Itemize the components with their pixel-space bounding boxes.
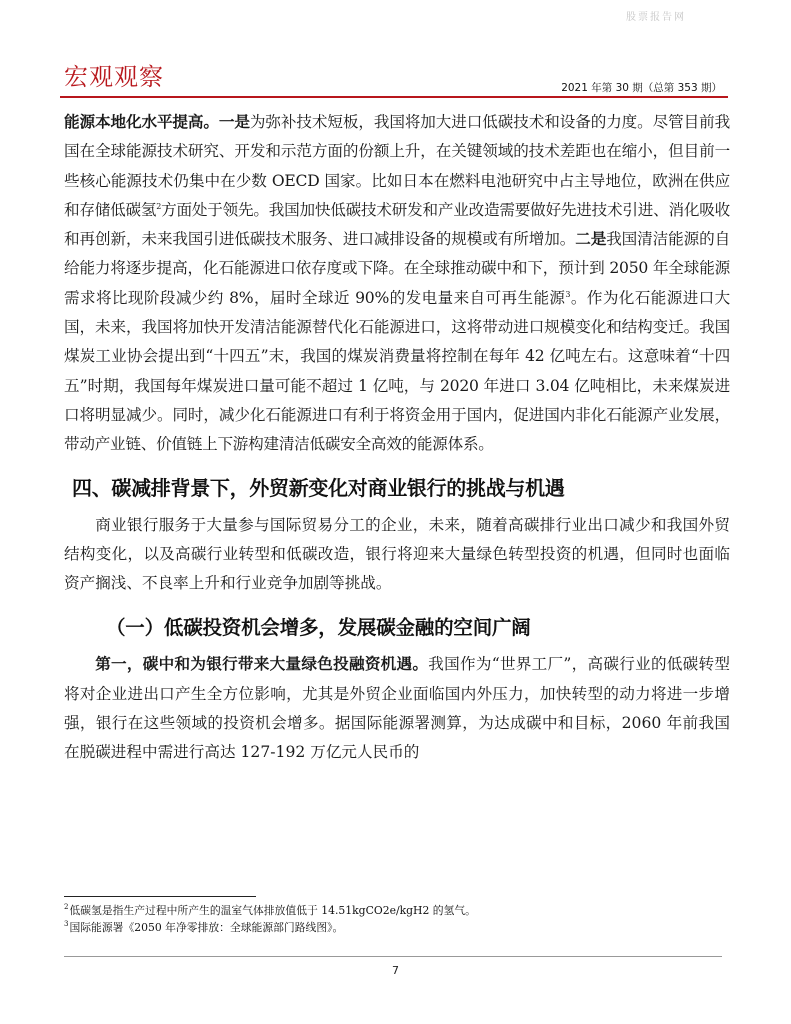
footnote-number: 3 (64, 920, 69, 929)
bold-point-first: 第一，碳中和为银行带来大量绿色投融资机遇。 (95, 655, 429, 674)
paragraph-banks: 商业银行服务于大量参与国际贸易分工的企业，未来，随着高碳排行业出口减少和我国外贸结构变化，以及高碳行业转型和低碳改造，银行将迎来大量绿色转型投资的机遇，但同时也面临资产搁浅、不良率上升和行业竞争加剧等挑战。 (64, 515, 730, 593)
footer-rule (64, 956, 722, 957)
paragraph-text: 方面处于领先。我国加快低碳技术研发和产业改造需要做好先进技术引进、消化吸收和再创新，未来我国引进低碳技术服务、进口减排设备的规模或有所增加。 (64, 200, 730, 249)
section-heading-4: 四、碳减排背景下，外贸新变化对商业银行的挑战与机遇 (72, 475, 565, 500)
footnote-ref-3[interactable]: 3 (565, 289, 571, 299)
bold-point-two: 二是 (575, 230, 607, 249)
bold-lead: 能源本地化水平提高。 (64, 113, 219, 131)
subsection-heading-1: （一）低碳投资机会增多，发展碳金融的空间广阔 (106, 616, 531, 640)
paragraph-opportunity (64, 650, 730, 767)
paragraph-text: 为弥补技术短板，我国将加大进口低碳技术和设备的力度。尽管目前我国在全球能源技术研究、开发和示范方面的份额上升，在关键领域的技术差距也在缩小，但目前一些核心能源技术仍集中在少数 OECD 国家。比如日本在燃料电池研究中占主导地位，欧洲在供应和存储低碳氢 (64, 113, 730, 219)
footnote-number: 2 (64, 903, 69, 912)
paragraph-text: 我国作为“世界工厂”，高碳行业的低碳转型将对企业进出口产生全方位影响，尤其是外贸企业面临国内外压力，加快转型的动力将进一步增强，银行在这些领域的投资机会增多。据国际能源署测算，为达成碳中和目标，2060 年前我国在脱碳进程中需进行高达 127-192 万亿元人民币的 (64, 655, 730, 762)
footnote-text: 国际能源署《2050 年净零排放：全球能源部门路线图》。 (69, 921, 344, 934)
paragraph-text: 我国清洁能源的自给能力将逐步提高，化石能源进口依存度或下降。在全球推动碳中和下，预计到 2050 年全球能源需求将比现阶段减少约 8%，届时全球近 90%的发电量来自可再生能源 (64, 230, 730, 307)
bold-point-one: 一是 (218, 113, 250, 131)
issue-number: 2021 年第 30 期（总第 353 期） (561, 82, 722, 94)
page-number: 7 (392, 964, 399, 977)
main-content (64, 108, 730, 768)
header-rule (60, 96, 728, 98)
publication-title: 宏观观察 (64, 63, 164, 91)
footnote-2 (64, 902, 724, 919)
footnote-ref-2[interactable]: 2 (156, 201, 162, 211)
footnote-text: 低碳氢是指生产过程中所产生的温室气体排放值低于 14.51kgCO2e/kgH2 的氢气。 (69, 904, 476, 917)
paragraph-text: 。作为化石能源进口大国，未来，我国将加快开发清洁能源替代化石能源进口，这将带动进口规模变化和结构变迁。我国煤炭工业协会提出到“十四五”末，我国的煤炭消费量将控制在每年 42 亿吨左右。这意味着“十四五”时期，我国每年煤炭进口量可能不超过 1 亿吨，与 2020 年进口 3.04 亿吨相比，未来煤炭进口将明显减少。同时，减少化石能源进口有利于将资金用于国内，促进国内非化石能源产业发展，带动产业链、价值链上下游构建清洁低碳安全高效的能源体系。 (64, 288, 730, 454)
footnote-3 (64, 919, 724, 936)
footnotes (64, 902, 724, 936)
watermark: 股票报告网 (626, 12, 686, 23)
footnote-rule (64, 896, 256, 897)
paragraph-energy (64, 108, 730, 460)
